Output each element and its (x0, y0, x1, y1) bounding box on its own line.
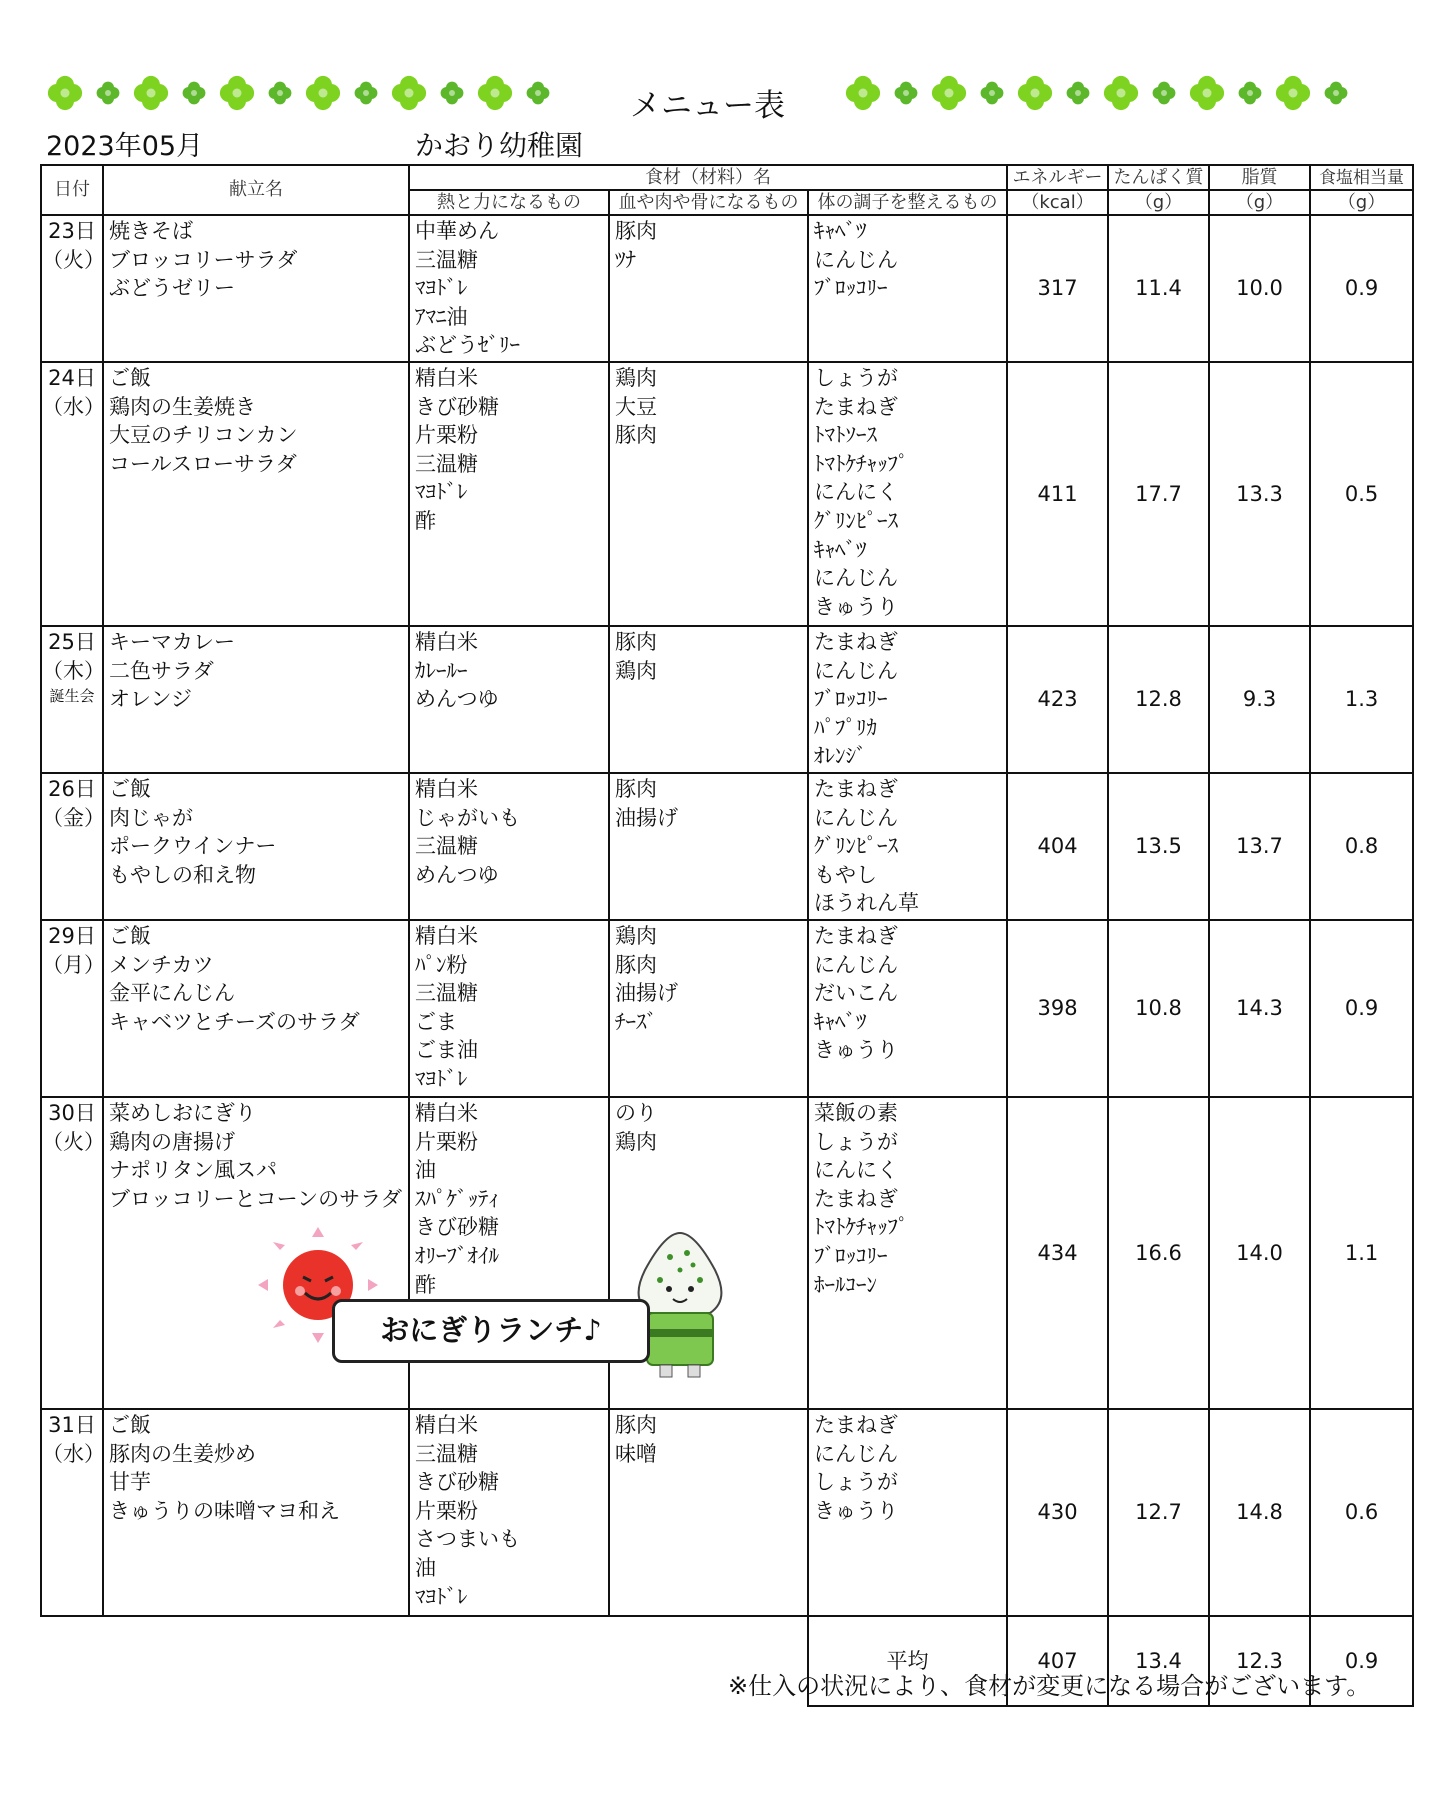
energy-food-item: 油 (415, 1158, 436, 1183)
clover-icon (302, 72, 344, 114)
fat-value: 13.3 (1209, 362, 1310, 626)
menu-item: ご飯 (109, 924, 151, 948)
regulate-food-item: ﾎｰﾙｺｰﾝ (814, 1272, 877, 1297)
col-energy-unit: （kcal） (1007, 190, 1108, 215)
school-name: かおり幼稚園 (415, 129, 584, 162)
menu-cell (103, 362, 409, 626)
clover-icon (978, 79, 1006, 107)
regulate-food-item: きゅうり (814, 1038, 898, 1063)
regulate-food-item: ｷｬﾍﾞﾂ (814, 219, 867, 243)
regulate-food-item: 菜飯の素 (814, 1101, 898, 1125)
col-menu: 献立名 (103, 165, 409, 215)
menu-item: 二色サラダ (109, 658, 214, 683)
menu-item: 鶏肉の唐揚げ (109, 1129, 235, 1154)
energy-food-item: 三温糖 (415, 981, 478, 1006)
menu-item: キーマカレー (109, 630, 235, 654)
salt-value: 1.3 (1310, 626, 1413, 773)
energy-food-item: 精白米 (415, 777, 478, 801)
menu-item: 菜めしおにぎり (109, 1101, 256, 1125)
energy-value: 404 (1007, 773, 1108, 920)
energy-foods-cell (409, 215, 609, 362)
fat-value: 9.3 (1209, 626, 1310, 773)
clover-icon (266, 79, 294, 107)
menu-item: ご飯 (109, 1413, 151, 1437)
menu-item: 肉じゃが (109, 805, 193, 830)
menu-item: 金平にんじん (109, 981, 235, 1006)
regulate-food-item: たまねぎ (814, 1186, 898, 1211)
menu-item: ご飯 (109, 366, 151, 390)
menu-item: ナポリタン風スパ (109, 1158, 277, 1183)
event-note: 誕生会 (49, 687, 95, 706)
weekday-label: （木） (42, 658, 105, 683)
menu-item: もやしの和え物 (109, 862, 256, 887)
clover-icon (1100, 72, 1142, 114)
body-food-item: 大豆 (615, 394, 657, 419)
clover-decoration-left (44, 68, 560, 118)
body-food-item: 豚肉 (615, 952, 657, 977)
regulate-food-item: ほうれん草 (814, 891, 919, 916)
regulate-food-item: にんじん (814, 658, 898, 683)
menu-item: きゅうりの味噌マヨ和え (109, 1498, 340, 1523)
col-energy: エネルギー (1007, 165, 1108, 190)
regulate-foods-cell (808, 920, 1007, 1097)
col-protein-unit: （g） (1108, 190, 1209, 215)
protein-value: 10.8 (1108, 920, 1209, 1097)
regulate-food-item: にんじん (814, 1441, 898, 1466)
clover-icon (1064, 79, 1092, 107)
energy-food-item: ごま油 (415, 1038, 478, 1063)
energy-food-item: 三温糖 (415, 834, 478, 859)
table-row (41, 215, 1413, 362)
date-cell (41, 215, 103, 362)
energy-food-item: 精白米 (415, 924, 478, 948)
regulate-food-item: ﾌﾞﾛｯｺﾘｰ (814, 1243, 888, 1268)
energy-food-item: きび砂糖 (415, 394, 499, 419)
energy-food-item: ごま (415, 1009, 457, 1034)
clover-icon (842, 72, 884, 114)
body-food-item: 油揚げ (615, 805, 678, 830)
body-food-item: 豚肉 (615, 219, 657, 243)
protein-value: 17.7 (1108, 362, 1209, 626)
regulate-food-item: ﾄﾏﾄｿｰｽ (814, 423, 877, 448)
date-cell (41, 1409, 103, 1616)
day-label: 25日 (48, 630, 96, 654)
regulate-food-item: たまねぎ (814, 630, 898, 654)
energy-food-item: きび砂糖 (415, 1470, 499, 1495)
regulate-food-item: ﾄﾏﾄｹﾁｬｯﾌﾟ (814, 451, 909, 476)
weekday-label: （水） (42, 1441, 105, 1466)
col-ingredients: 食材（材料）名 (409, 165, 1007, 190)
regulate-food-item: しょうが (814, 1470, 898, 1495)
menu-item: ぶどうゼリー (109, 276, 235, 301)
regulate-food-item: しょうが (814, 366, 898, 390)
body-food-item: のり (615, 1101, 657, 1125)
regulate-food-item: ﾌﾞﾛｯｺﾘｰ (814, 687, 888, 712)
table-row (41, 773, 1413, 920)
menu-item: 鶏肉の生姜焼き (109, 394, 256, 419)
protein-value: 11.4 (1108, 215, 1209, 362)
energy-food-item: ｽﾊﾟｹﾞｯﾃｨ (415, 1186, 499, 1211)
clover-icon (1322, 79, 1350, 107)
energy-foods-cell (409, 362, 609, 626)
body-food-item: 豚肉 (615, 423, 657, 448)
regulate-food-item: にんじん (814, 952, 898, 977)
clover-icon (388, 72, 430, 114)
regulate-food-item: たまねぎ (814, 924, 898, 948)
table-row (41, 920, 1413, 1097)
body-foods-cell (609, 920, 808, 1097)
weekday-label: （火） (42, 247, 105, 272)
col-fat: 脂質 (1209, 165, 1310, 190)
regulate-food-item: たまねぎ (814, 394, 898, 419)
regulate-food-item: もやし (814, 862, 877, 887)
energy-food-item: 三温糖 (415, 247, 478, 272)
regulate-food-item: にんにく (814, 480, 898, 505)
col-salt-unit: （g） (1310, 190, 1413, 215)
body-foods-cell (609, 215, 808, 362)
energy-food-item: ﾏﾖﾄﾞﾚ (415, 1584, 468, 1609)
regulate-food-item: にんじん (814, 566, 898, 591)
protein-value: 16.6 (1108, 1097, 1209, 1409)
energy-food-item: ﾊﾟﾝ粉 (415, 952, 468, 977)
salt-value: 0.9 (1310, 920, 1413, 1097)
energy-food-item: 三温糖 (415, 1441, 478, 1466)
clover-icon (524, 79, 552, 107)
day-label: 30日 (48, 1101, 96, 1125)
energy-food-item: じゃがいも (415, 805, 520, 830)
protein-value: 12.8 (1108, 626, 1209, 773)
regulate-food-item: きゅうり (814, 1498, 898, 1523)
clover-icon (892, 79, 920, 107)
body-foods-cell (609, 773, 808, 920)
regulate-food-item: たまねぎ (814, 1413, 898, 1437)
energy-food-item: 油 (415, 1555, 436, 1580)
menu-item: 大豆のチリコンカン (109, 423, 298, 448)
clover-icon (1272, 72, 1314, 114)
weekday-label: （水） (42, 394, 105, 419)
menu-item: 豚肉の生姜炒め (109, 1441, 256, 1466)
menu-table (40, 164, 1414, 1707)
onigiri-character-icon (639, 1233, 722, 1377)
body-food-item: 鶏肉 (615, 924, 657, 948)
weekday-label: （火） (42, 1129, 105, 1154)
menu-cell (103, 920, 409, 1097)
clover-icon (44, 72, 86, 114)
day-label: 31日 (48, 1413, 96, 1437)
energy-food-item: ﾏﾖﾄﾞﾚ (415, 1066, 468, 1091)
date-cell (41, 773, 103, 920)
menu-cell (103, 215, 409, 362)
menu-item: ポークウインナー (109, 834, 277, 859)
body-food-item: ﾁｰｽﾞ (615, 1009, 657, 1034)
energy-food-item: めんつゆ (415, 862, 499, 887)
weekday-label: （月） (42, 952, 105, 977)
day-label: 24日 (48, 366, 96, 390)
energy-value: 430 (1007, 1409, 1108, 1616)
energy-food-item: ﾏﾖﾄﾞﾚ (415, 480, 468, 505)
day-label: 26日 (48, 777, 96, 801)
regulate-food-item: にんじん (814, 247, 898, 272)
regulate-food-item: にんじん (814, 805, 898, 830)
regulate-food-item: しょうが (814, 1129, 898, 1154)
average-salt: 0.9 (1310, 1616, 1413, 1706)
body-food-item: 味噌 (615, 1441, 657, 1466)
menu-item: 甘芋 (109, 1470, 151, 1495)
month-label: 2023年05月 (46, 131, 204, 162)
salt-value: 0.6 (1310, 1409, 1413, 1616)
energy-food-item: ｵﾘｰﾌﾞｵｲﾙ (415, 1243, 499, 1268)
clover-icon (130, 72, 172, 114)
regulate-food-item: ﾌﾞﾛｯｺﾘｰ (814, 276, 888, 301)
col-energy-foods: 熱と力になるもの (409, 190, 609, 215)
energy-food-item: 片栗粉 (415, 1498, 478, 1523)
date-cell (41, 920, 103, 1097)
menu-item: メンチカツ (109, 952, 214, 977)
body-food-item: 豚肉 (615, 1413, 657, 1437)
regulate-food-item: ﾊﾟﾌﾟﾘｶ (814, 715, 877, 740)
energy-food-item: ｶﾚｰﾙｰ (415, 658, 468, 683)
page-title: メニュー表 (630, 88, 785, 124)
energy-food-item: 精白米 (415, 1101, 478, 1125)
clover-icon (474, 72, 516, 114)
salt-value: 1.1 (1310, 1097, 1413, 1409)
average-label: 平均 (808, 1616, 1007, 1706)
energy-foods-cell (409, 773, 609, 920)
energy-value: 434 (1007, 1097, 1108, 1409)
body-food-item: 鶏肉 (615, 658, 657, 683)
body-food-item: 油揚げ (615, 981, 678, 1006)
col-body-foods: 血や肉や骨になるもの (609, 190, 808, 215)
regulate-food-item: ｵﾚﾝｼﾞ (814, 744, 867, 769)
energy-food-item: めんつゆ (415, 687, 499, 712)
energy-food-item: 片栗粉 (415, 423, 478, 448)
table-row (41, 626, 1413, 773)
body-foods-cell (609, 362, 808, 626)
regulate-food-item: たまねぎ (814, 777, 898, 801)
protein-value: 13.5 (1108, 773, 1209, 920)
energy-value: 423 (1007, 626, 1108, 773)
salt-value: 0.5 (1310, 362, 1413, 626)
col-date: 日付 (41, 165, 103, 215)
energy-foods-cell (409, 1409, 609, 1616)
menu-item: ブロッコリーサラダ (109, 247, 298, 272)
clover-icon (1236, 79, 1264, 107)
menu-cell (103, 626, 409, 773)
date-cell (41, 1097, 103, 1409)
regulate-food-item: ﾄﾏﾄｹﾁｬｯﾌﾟ (814, 1215, 909, 1240)
energy-food-item: 精白米 (415, 366, 478, 390)
menu-cell (103, 1409, 409, 1616)
energy-value: 411 (1007, 362, 1108, 626)
energy-foods-cell (409, 920, 609, 1097)
energy-food-item: ぶどうｾﾞﾘｰ (415, 333, 520, 358)
average-protein: 13.4 (1108, 1616, 1209, 1706)
day-label: 23日 (48, 219, 96, 243)
regulate-food-item: にんにく (814, 1158, 898, 1183)
table-row (41, 362, 1413, 626)
body-foods-cell (609, 626, 808, 773)
col-salt: 食塩相当量 (1310, 165, 1413, 190)
clover-icon (928, 72, 970, 114)
onigiri-lunch-banner: おにぎりランチ♪ (332, 1299, 650, 1363)
body-foods-cell (609, 1409, 808, 1616)
body-food-item: 豚肉 (615, 630, 657, 654)
clover-decoration-right (842, 68, 1358, 118)
regulate-food-item: ｸﾞﾘﾝﾋﾟｰｽ (814, 834, 898, 859)
energy-food-item: 片栗粉 (415, 1129, 478, 1154)
body-food-item: 鶏肉 (615, 1129, 657, 1154)
clover-icon (1014, 72, 1056, 114)
energy-food-item: 酢 (415, 508, 436, 533)
energy-value: 317 (1007, 215, 1108, 362)
clover-icon (216, 72, 258, 114)
energy-food-item: ｱﾏﾆ油 (415, 304, 468, 329)
menu-item: オレンジ (109, 687, 192, 712)
regulate-food-item: だいこん (814, 981, 898, 1006)
table-row (41, 1409, 1413, 1616)
energy-food-item: さつまいも (415, 1527, 520, 1552)
regulate-foods-cell (808, 626, 1007, 773)
clover-icon (94, 79, 122, 107)
regulate-foods-cell (808, 215, 1007, 362)
regulate-foods-cell (808, 773, 1007, 920)
energy-value: 398 (1007, 920, 1108, 1097)
energy-food-item: 精白米 (415, 630, 478, 654)
date-cell (41, 362, 103, 626)
average-kcal: 407 (1007, 1616, 1108, 1706)
fat-value: 14.0 (1209, 1097, 1310, 1409)
menu-item: キャベツとチーズのサラダ (109, 1009, 360, 1034)
col-regulate-foods: 体の調子を整えるもの (808, 190, 1007, 215)
regulate-food-item: ｷｬﾍﾞﾂ (814, 537, 867, 562)
menu-item: 焼きそば (109, 219, 193, 243)
protein-value: 12.7 (1108, 1409, 1209, 1616)
energy-food-item: 三温糖 (415, 451, 478, 476)
fat-value: 13.7 (1209, 773, 1310, 920)
regulate-food-item: きゅうり (814, 594, 898, 619)
menu-item: ご飯 (109, 777, 151, 801)
energy-food-item: 中華めん (415, 219, 499, 243)
footnote: ※仕入の状況により、食材が変更になる場合がございます。 (728, 1672, 1371, 1700)
menu-item: コールスローサラダ (109, 451, 297, 476)
clover-icon (180, 79, 208, 107)
regulate-food-item: ｷｬﾍﾞﾂ (814, 1009, 867, 1034)
clover-icon (1186, 72, 1228, 114)
body-food-item: 鶏肉 (615, 366, 657, 390)
fat-value: 14.3 (1209, 920, 1310, 1097)
col-fat-unit: （g） (1209, 190, 1310, 215)
date-cell (41, 626, 103, 773)
body-food-item: ﾂﾅ (615, 247, 636, 272)
body-food-item: 豚肉 (615, 777, 657, 801)
energy-food-item: ﾏﾖﾄﾞﾚ (415, 276, 468, 301)
energy-food-item: 精白米 (415, 1413, 478, 1437)
clover-icon (438, 79, 466, 107)
regulate-foods-cell (808, 362, 1007, 626)
clover-icon (352, 79, 380, 107)
energy-food-item: 酢 (415, 1272, 436, 1297)
regulate-foods-cell (808, 1409, 1007, 1616)
salt-value: 0.9 (1310, 215, 1413, 362)
energy-food-item: きび砂糖 (415, 1215, 499, 1240)
regulate-foods-cell (808, 1097, 1007, 1409)
day-label: 29日 (48, 924, 96, 948)
fat-value: 10.0 (1209, 215, 1310, 362)
weekday-label: （金） (42, 805, 105, 830)
menu-item: ブロッコリーとコーンのサラダ (109, 1186, 402, 1211)
energy-foods-cell (409, 626, 609, 773)
menu-cell (103, 773, 409, 920)
fat-value: 14.8 (1209, 1409, 1310, 1616)
salt-value: 0.8 (1310, 773, 1413, 920)
average-fat: 12.3 (1209, 1616, 1310, 1706)
regulate-food-item: ｸﾞﾘﾝﾋﾟｰｽ (814, 508, 898, 533)
col-protein: たんぱく質 (1108, 165, 1209, 190)
clover-icon (1150, 79, 1178, 107)
